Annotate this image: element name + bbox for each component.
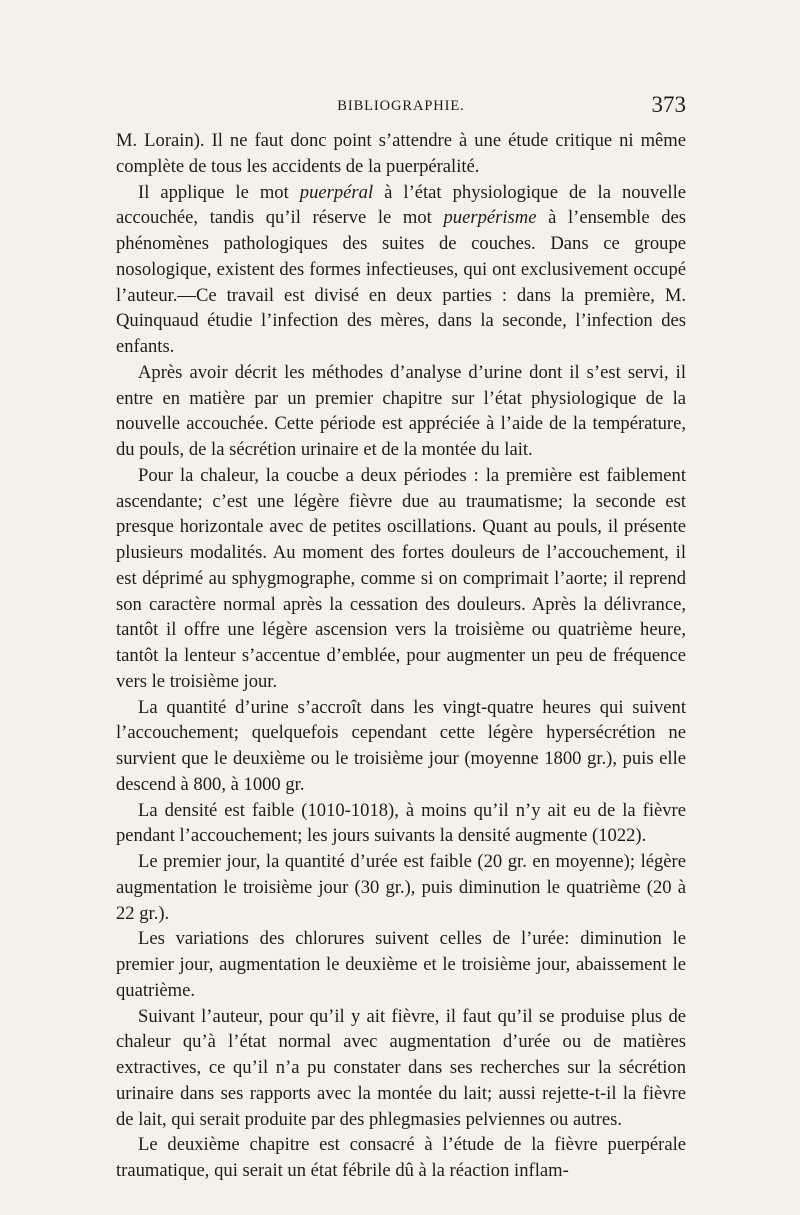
paragraph [116, 1132, 686, 1184]
italic-term: puerpérisme [443, 207, 537, 229]
page-header [116, 94, 686, 124]
paragraph [116, 849, 686, 926]
text-run: Suivant l’auteur, pour qu’il y ait fièvre, il faut qu’il se produise plus de chaleur qu’à l’état normal avec augmentation d’urée ou de matières extractives, ce qu’il n’a pu constater dans ses recherches sur la sécrétion urinaire dans ses rapports avec la montée du lait; aussi rejette-t-il la fièvre de lait, qui serait produite par des phlegmasies pelviennes ou autres. [116, 1005, 686, 1130]
paragraph [116, 1004, 686, 1133]
paragraph [116, 463, 686, 695]
paragraph [116, 798, 686, 850]
text-run: Les variations des chlorures suivent celles de l’urée: diminution le premier jour, augmentation le deuxième et le troisième jour, abaissement le quatrième. [116, 928, 686, 1001]
paragraph [116, 180, 686, 360]
text-run: Le deuxième chapitre est consacré à l’étude de la fièvre puerpérale traumatique, qui serait un état fébrile dû à la réaction inflam- [116, 1134, 686, 1181]
text-run: à l’état physiologique de la nouvelle accouchée, tandis qu’il réserve le mot [116, 181, 686, 229]
text-run: Le premier jour, la quantité d’urée est faible (20 gr. en moyenne); légère augmentation le troisième jour (30 gr.), puis diminution le quatrième (20 à 22 gr.). [116, 851, 686, 924]
text-run: Pour la chaleur, la coucbe a deux périodes : la première est faiblement ascendante; c’est une légère fièvre due au traumatisme; la seconde est presque horizontale avec de petites oscillations. Quant au pouls, il présente plusieurs modalités. Au moment des fortes douleurs de l’accouchement, il est déprimé au sphygmographe, comme si on comprimait l’aorte; il reprend son caractère normal après la cessation des douleurs. Après la délivrance, tantôt il offre une légère ascension vers la troisième ou quatrième heure, tantôt la lenteur s’accentue d’emblée, pour augmenter un peu de fréquence vers le troisième jour. [116, 464, 686, 692]
paragraph [116, 128, 686, 180]
body-text [116, 128, 686, 1184]
text-run: Après avoir décrit les méthodes d’analyse d’urine dont il s’est servi, il entre en matière par un premier chapitre sur l’état physiologique de la nouvelle accouchée. Cette période est appréciée à l’aide de la température, du pouls, de la sécrétion urinaire et de la montée du lait. [116, 361, 686, 460]
text-run: Il applique le mot [138, 181, 300, 203]
text-run: La quantité d’urine s’accroît dans les vingt-quatre heures qui suivent l’accouchement; quelquefois cependant cette légère hypersécrétion ne survient que le deuxième ou le troisième jour (moyenne 1800 gr.), puis elle descend à 800, à 1000 gr. [116, 696, 686, 795]
italic-term: puerpéral [299, 181, 374, 203]
text-run: à l’ensemble des phénomènes pathologiques des suites de couches. Dans ce groupe nosologique, existent des formes infectieuses, qui ont exclusivement occupé l’auteur.—Ce travail est divisé en deux parties : dans la première, M. Quinquaud étudie l’infection des mères, dans la seconde, l’infection des enfants. [116, 207, 687, 357]
paragraph [116, 926, 686, 1003]
running-title: BIBLIOGRAPHIE. [337, 98, 465, 114]
paragraph [116, 360, 686, 463]
page-number: 373 [651, 92, 686, 117]
paragraph [116, 695, 686, 798]
text-run: La densité est faible (1010-1018), à moins qu’il n’y ait eu de la fièvre pendant l’accouchement; les jours suivants la densité augmente (1022). [116, 799, 686, 847]
text-run: M. Lorain). Il ne faut donc point s’attendre à une étude critique ni même complète de tous les accidents de la puerpéralité. [116, 130, 686, 177]
